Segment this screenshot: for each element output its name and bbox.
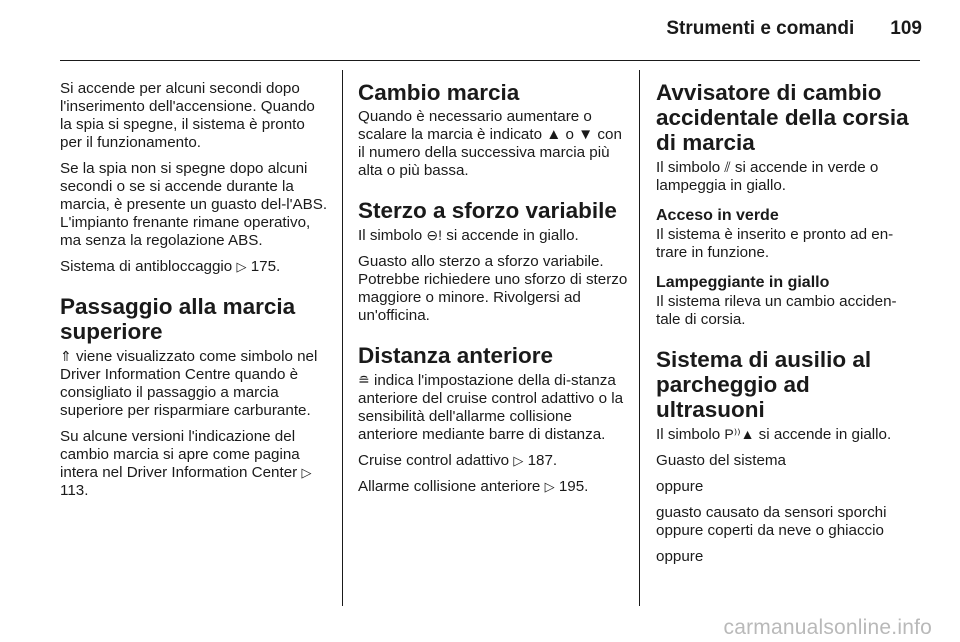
column-3 — [656, 80, 918, 574]
shift-up-paragraph: ⇑ viene visualizzato come simbolo nel Driver Information Centre quando è consigliato il passaggio a marcia superiore per risparmiare carburante. — [60, 348, 318, 419]
heading-avvisatore-corsia: Avvisatore di cambio accidentale della corsia di marcia — [656, 80, 909, 155]
heading-acceso-verde: Acceso in verde — [656, 207, 779, 224]
dirty-sensors-text: guasto causato da sensori sporchi oppure coperti da neve o ghiaccio — [656, 504, 887, 539]
green-paragraph: Il sistema è inserito e pronto ad en-trare in funzione. — [656, 226, 894, 261]
page-ref-icon: ▷ — [513, 453, 524, 468]
page-number: 109 — [890, 18, 922, 39]
heading-ausilio-parcheggio: Sistema di ausilio al parcheggio ad ultrasuoni — [656, 347, 872, 422]
page-ref-icon: ▷ — [301, 465, 312, 480]
header-rule — [60, 60, 920, 61]
oppure-text-2: oppure — [656, 548, 704, 565]
abs-reference — [60, 258, 328, 276]
heading-sterzo: Sterzo a sforzo variabile — [358, 198, 617, 223]
abs-paragraph-2: Se la spia non si spegne dopo alcuni secondi o se si accende durante la marcia, è presente un guasto del-l'ABS. L'impianto frenante rimane operativo, ma senza la regolazione ABS. — [60, 160, 328, 249]
abs-reference-text: Sistema di antibloccaggio — [60, 258, 233, 275]
yellow-paragraph: Il sistema rileva un cambio acciden-tale di corsia. — [656, 293, 897, 328]
abs-reference-link[interactable]: 175. — [250, 258, 281, 275]
heading-passaggio-marcia: Passaggio alla marcia superiore — [60, 294, 296, 344]
steering-fault-paragraph: Guasto allo sterzo a sforzo variabile. Potrebbe richiedere uno sforzo di sterzo maggiore o minore. Rivolgersi ad un'officina. — [358, 253, 628, 324]
heading-lampeggiante-giallo: Lampeggiante in giallo — [656, 274, 830, 291]
column-2 — [358, 80, 628, 504]
heading-distanza: Distanza anteriore — [358, 343, 554, 368]
shift-up-icon: ⇑ — [60, 348, 72, 364]
distance-paragraph: ≘ indica l'impostazione della di-stanza anteriore del cruise control adattivo o la sensibilità dell'allarme collisione anteriore mediante barre di distanza. — [358, 372, 624, 443]
vehicle-distance-icon: ≘ — [358, 372, 370, 388]
cruise-reference: Cruise control adattivo ▷ 187. — [358, 452, 558, 469]
cruise-reference-link[interactable]: 187. — [527, 452, 558, 469]
dic-reference-link[interactable]: 113. — [60, 482, 89, 499]
column-divider-1 — [342, 70, 343, 606]
gear-change-paragraph: Quando è necessario aumentare o scalare la marcia è indicato ▲ o ▼ con il numero della successiva marcia più alta o più bassa. — [358, 108, 622, 179]
watermark: carmanualsonline.info — [723, 616, 932, 639]
lane-symbol-paragraph: Il simbolo ⫽ si accende in verde o lampeggia in giallo. — [656, 159, 879, 194]
shift-page-paragraph: Su alcune versioni l'indicazione del cambio marcia si apre come pagina intera nel Driver Information Center ▷ 113. — [60, 428, 312, 499]
steering-warning-icon: ⊖! — [426, 227, 442, 243]
lane-departure-icon: ⫽ — [724, 159, 731, 175]
collision-reference-link[interactable]: 195. — [558, 478, 589, 495]
column-1 — [60, 80, 328, 508]
page-ref-icon: ▷ — [544, 479, 555, 494]
system-fault-text: Guasto del sistema — [656, 452, 786, 469]
heading-cambio-marcia: Cambio marcia — [358, 80, 520, 105]
steering-symbol-paragraph: Il simbolo ⊖! si accende in giallo. — [358, 227, 579, 244]
column-divider-2 — [639, 70, 640, 606]
section-title: Strumenti e comandi — [666, 18, 855, 39]
parking-symbol-paragraph: Il simbolo P⁾⁾▲ si accende in giallo. — [656, 426, 892, 443]
page-header — [666, 18, 922, 40]
oppure-text-1: oppure — [656, 478, 704, 495]
collision-reference: Allarme collisione anteriore ▷ 195. — [358, 478, 589, 495]
page-ref-icon: ▷ — [236, 259, 247, 274]
parking-assist-icon: P⁾⁾▲ — [724, 426, 755, 442]
abs-paragraph-1: Si accende per alcuni secondi dopo l'inserimento dell'accensione. Quando la spia si spegne, il sistema è pronto per il funzionamento. — [60, 80, 315, 151]
